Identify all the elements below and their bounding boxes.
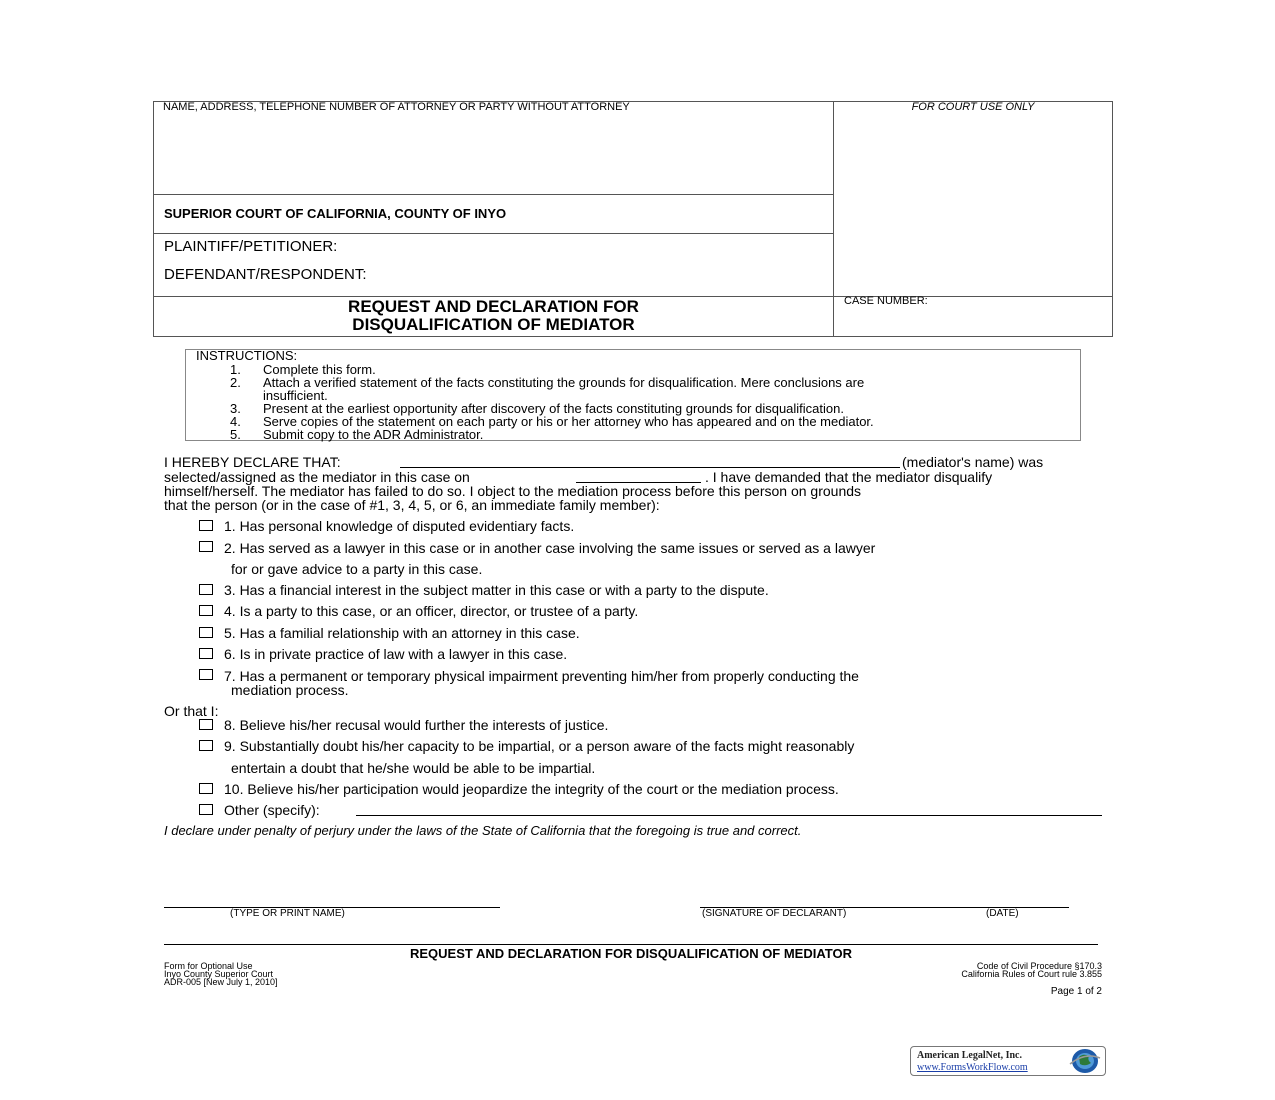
logo-name: American LegalNet, Inc.: [917, 1050, 1022, 1061]
ground-1-text: 1. Has personal knowledge of disputed evidentiary facts.: [224, 518, 575, 534]
ground-5-checkbox[interactable]: [199, 627, 213, 638]
case-number-label: CASE NUMBER:: [844, 295, 928, 307]
court-name: SUPERIOR COURT OF CALIFORNIA, COUNTY OF INYO: [164, 206, 507, 221]
ground-2-text-cont: for or gave advice to a party in this case.: [231, 561, 483, 577]
ground-3-checkbox[interactable]: [199, 584, 213, 595]
footer-left-3: ADR-005 [New July 1, 2010]: [164, 977, 278, 987]
footer-rule: [164, 944, 1098, 945]
instr-num-5: 5.: [230, 427, 241, 442]
ground-9-text: 9. Substantially doubt his/her capacity to be impartial, or a person aware of the facts might reasonably: [224, 738, 855, 754]
other-specify-field[interactable]: [356, 815, 1102, 816]
instr-num-4: 4.: [230, 414, 241, 429]
defendant-label: DEFENDANT/RESPONDENT:: [164, 266, 367, 283]
plaintiff-label: PLAINTIFF/PETITIONER:: [164, 238, 338, 255]
attorney-divider: [153, 194, 834, 195]
instructions-heading: INSTRUCTIONS:: [196, 348, 298, 363]
ground-1-checkbox[interactable]: [199, 520, 213, 531]
declare-end: (mediator's name) was: [902, 454, 1044, 470]
ground-10-text: 10. Believe his/her participation would jeopardize the integrity of the court or the mediation process.: [224, 781, 839, 797]
print-name-label: (TYPE OR PRINT NAME): [230, 908, 345, 919]
other-label: Other (specify):: [224, 802, 320, 818]
declare-start: I HEREBY DECLARE THAT:: [164, 454, 341, 470]
footer-title: REQUEST AND DECLARATION FOR DISQUALIFICATION OF MEDIATOR: [410, 946, 852, 961]
ground-6-checkbox[interactable]: [199, 648, 213, 659]
ground-4-checkbox[interactable]: [199, 605, 213, 616]
ground-2-checkbox[interactable]: [199, 541, 213, 552]
other-checkbox[interactable]: [199, 804, 213, 815]
logo-url: www.FormsWorkFlow.com: [917, 1062, 1028, 1073]
form-title-line2: DISQUALIFICATION OF MEDIATOR: [352, 315, 635, 334]
ground-7-text-cont: mediation process.: [231, 682, 349, 698]
ground-7-text: 7. Has a permanent or temporary physical impairment preventing him/her from properly conducting the: [224, 668, 859, 684]
declare-line2-start: selected/assigned as the mediator in this case on: [164, 469, 470, 485]
perjury-statement: I declare under penalty of perjury under the laws of the State of California that the foregoing is true and correct.: [164, 823, 802, 838]
declare-line2-end: . I have demanded that the mediator disqualify: [705, 469, 993, 485]
ground-5-text: 5. Has a familial relationship with an attorney in this case.: [224, 625, 580, 641]
ground-7-checkbox[interactable]: [199, 669, 213, 680]
ground-4-text: 4. Is a party to this case, or an officer, director, or trustee of a party.: [224, 603, 639, 619]
instr-num-1: 1.: [230, 362, 241, 377]
ground-8-checkbox[interactable]: [199, 719, 213, 730]
ground-9-text-cont: entertain a doubt that he/she would be able to be impartial.: [231, 760, 596, 776]
instr-text-1: Complete this form.: [263, 362, 376, 377]
ground-9-checkbox[interactable]: [199, 740, 213, 751]
declare-line3: himself/herself. The mediator has failed to do so. I object to the mediation process before this person on grounds: [164, 483, 862, 499]
form-title-line1: REQUEST AND DECLARATION FOR: [348, 297, 639, 316]
ground-6-text: 6. Is in private practice of law with a lawyer in this case.: [224, 646, 568, 662]
ground-2-text: 2. Has served as a lawyer in this case or in another case involving the same issues or served as a lawyer: [224, 540, 876, 556]
instr-text-3: Present at the earliest opportunity after discovery of the facts constituting grounds for disqualification.: [263, 401, 844, 416]
ground-8-text: 8. Believe his/her recusal would further the interests of justice.: [224, 717, 609, 733]
court-divider: [153, 233, 834, 234]
attorney-label: NAME, ADDRESS, TELEPHONE NUMBER OF ATTORNEY OR PARTY WITHOUT ATTORNEY: [163, 101, 630, 113]
footer-right-1: Code of Civil Procedure §170.3: [976, 961, 1102, 971]
footer-left-2: Inyo County Superior Court: [164, 969, 274, 979]
ground-3-text: 3. Has a financial interest in the subject matter in this case or with a party to the dispute.: [224, 582, 769, 598]
court-use-label: FOR COURT USE ONLY: [911, 101, 1035, 113]
globe-icon: [1067, 1048, 1101, 1074]
legalnet-logo[interactable]: [910, 1046, 1106, 1076]
instr-text-4: Serve copies of the statement on each party or his or her attorney who has appeared and on the mediator.: [263, 414, 874, 429]
instr-num-3: 3.: [230, 401, 241, 416]
attorney-field[interactable]: [155, 116, 831, 192]
date-label: (DATE): [986, 908, 1019, 919]
footer-right-2: California Rules of Court rule 3.855: [961, 969, 1102, 979]
page-number: Page 1 of 2: [1050, 986, 1102, 997]
declare-line4: that the person (or in the case of #1, 3, 4, 5, or 6, an immediate family member):: [164, 497, 660, 513]
instr-text-2: Attach a verified statement of the facts constituting the grounds for disqualification. Mere conclusions are: [263, 375, 865, 390]
or-that-label: Or that I:: [164, 703, 219, 719]
signature-label: (SIGNATURE OF DECLARANT): [702, 908, 847, 919]
instr-num-2: 2.: [230, 375, 241, 390]
ground-10-checkbox[interactable]: [199, 783, 213, 794]
instr-text-5: Submit copy to the ADR Administrator.: [263, 427, 484, 442]
instr-text-2b: insufficient.: [263, 388, 328, 403]
footer-left-1: Form for Optional Use: [164, 961, 253, 971]
mediator-name-field[interactable]: [400, 467, 900, 468]
